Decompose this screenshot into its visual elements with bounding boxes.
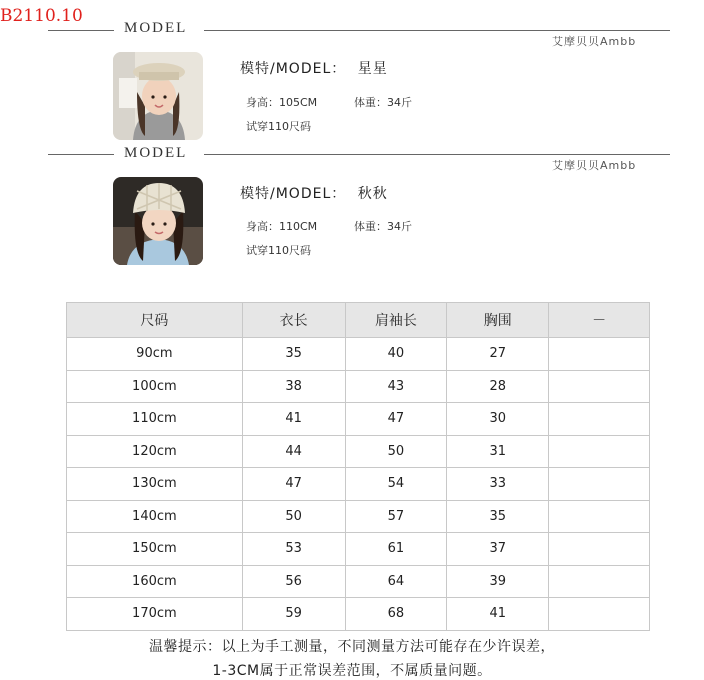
chest-cell: 30: [447, 403, 549, 436]
size-cell: 130cm: [67, 468, 243, 501]
extra-cell: [549, 565, 650, 598]
column-header: －: [549, 303, 650, 338]
divider-line: [204, 154, 670, 155]
size-chart-table: [66, 302, 650, 631]
column-header: 尺码: [67, 303, 243, 338]
section-heading: MODEL: [124, 20, 188, 36]
sleeve-cell: 68: [345, 598, 447, 631]
model-name-label: 模特/MODEL：: [240, 186, 347, 202]
height-label: 身高：: [246, 96, 279, 109]
section-heading: MODEL: [124, 145, 188, 161]
chest-cell: 27: [447, 338, 549, 371]
height-value: 110CM: [279, 220, 318, 233]
sleeve-cell: 40: [345, 338, 447, 371]
model-photo: [113, 52, 203, 140]
length-cell: 38: [242, 370, 345, 403]
extra-cell: [549, 500, 650, 533]
length-cell: 50: [242, 500, 345, 533]
chest-cell: 33: [447, 468, 549, 501]
model-name-line: [240, 58, 388, 78]
weight-label: 体重：: [354, 96, 387, 109]
table-header-row: [67, 303, 650, 338]
divider-line: [48, 154, 114, 155]
extra-cell: [549, 338, 650, 371]
sleeve-cell: 54: [345, 468, 447, 501]
model-photo: [113, 177, 203, 265]
length-cell: 56: [242, 565, 345, 598]
model-tried-size: 试穿110尺码: [246, 244, 311, 257]
weight-value: 34斤: [387, 96, 412, 109]
table-row: [67, 370, 650, 403]
length-cell: 53: [242, 533, 345, 566]
size-cell: 100cm: [67, 370, 243, 403]
height-label: 身高：: [246, 220, 279, 233]
length-cell: 41: [242, 403, 345, 436]
brand-label: 艾摩贝贝Ambb: [552, 35, 637, 48]
size-cell: 120cm: [67, 435, 243, 468]
length-cell: 35: [242, 338, 345, 371]
sleeve-cell: 47: [345, 403, 447, 436]
table-row: [67, 533, 650, 566]
model-weight: [354, 94, 412, 110]
model-name: 秋秋: [357, 186, 388, 202]
chest-cell: 39: [447, 565, 549, 598]
extra-cell: [549, 403, 650, 436]
table-row: [67, 468, 650, 501]
extra-cell: [549, 598, 650, 631]
table-row: [67, 565, 650, 598]
column-header: 胸围: [447, 303, 549, 338]
model-name-line: [240, 183, 388, 203]
table-row: [67, 598, 650, 631]
extra-cell: [549, 370, 650, 403]
product-code: B2110.10: [0, 6, 83, 26]
measurement-note-line2: 1-3CM属于正常误差范围，不属质量问题。: [212, 663, 492, 679]
column-header: 肩袖长: [345, 303, 447, 338]
model-tried-size: 试穿110尺码: [246, 120, 311, 133]
length-cell: 59: [242, 598, 345, 631]
model-weight: [354, 218, 412, 234]
chest-cell: 37: [447, 533, 549, 566]
column-header: 衣长: [242, 303, 345, 338]
weight-label: 体重：: [354, 220, 387, 233]
sleeve-cell: 64: [345, 565, 447, 598]
sleeve-cell: 50: [345, 435, 447, 468]
height-value: 105CM: [279, 96, 318, 109]
model-name-label: 模特/MODEL：: [240, 61, 347, 77]
table-row: [67, 403, 650, 436]
chest-cell: 31: [447, 435, 549, 468]
size-cell: 150cm: [67, 533, 243, 566]
chest-cell: 41: [447, 598, 549, 631]
chest-cell: 28: [447, 370, 549, 403]
table-row: [67, 500, 650, 533]
extra-cell: [549, 533, 650, 566]
length-cell: 47: [242, 468, 345, 501]
table-row: [67, 338, 650, 371]
table-row: [67, 435, 650, 468]
size-cell: 160cm: [67, 565, 243, 598]
model-height: [246, 94, 317, 110]
size-cell: 90cm: [67, 338, 243, 371]
model-height: [246, 218, 317, 234]
size-cell: 110cm: [67, 403, 243, 436]
sleeve-cell: 57: [345, 500, 447, 533]
model-name: 星星: [357, 61, 388, 77]
weight-value: 34斤: [387, 220, 412, 233]
size-cell: 170cm: [67, 598, 243, 631]
size-cell: 140cm: [67, 500, 243, 533]
sleeve-cell: 43: [345, 370, 447, 403]
extra-cell: [549, 435, 650, 468]
chest-cell: 35: [447, 500, 549, 533]
length-cell: 44: [242, 435, 345, 468]
extra-cell: [549, 468, 650, 501]
brand-label: 艾摩贝贝Ambb: [552, 159, 637, 172]
divider-line: [48, 30, 114, 31]
measurement-note-line1: 温馨提示：以上为手工测量，不同测量方法可能存在少许误差，: [149, 639, 555, 655]
sleeve-cell: 61: [345, 533, 447, 566]
divider-line: [204, 30, 670, 31]
